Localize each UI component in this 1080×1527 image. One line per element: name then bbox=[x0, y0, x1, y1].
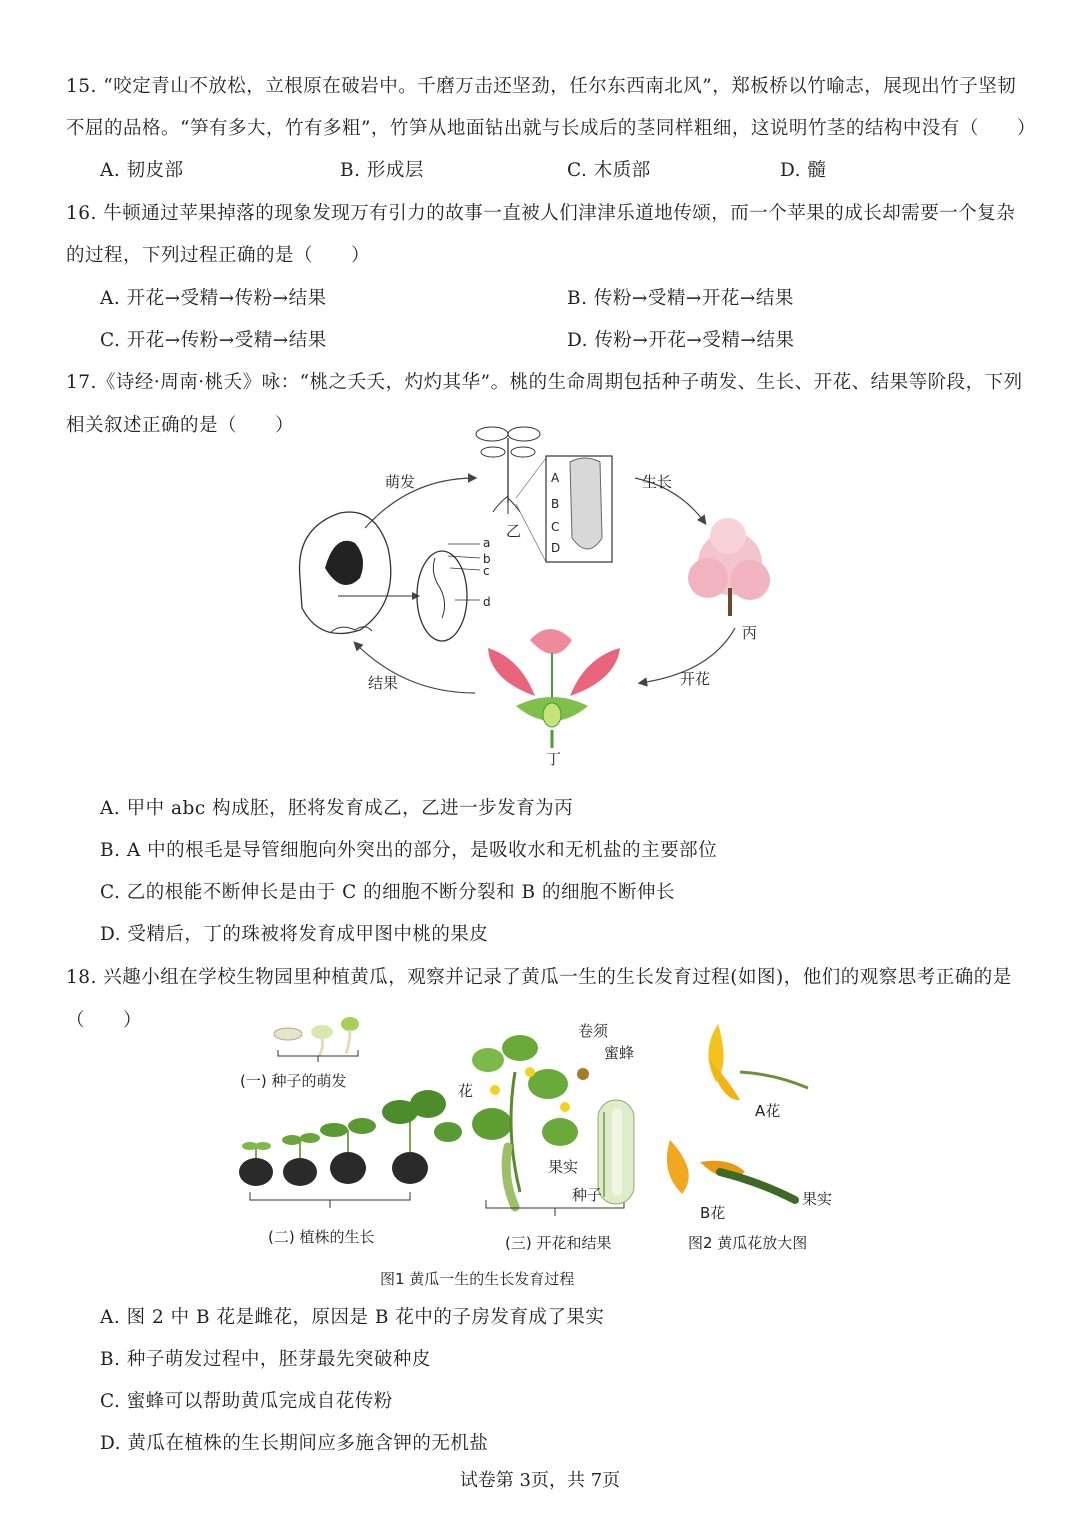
label-stage2: (二) 植株的生长 bbox=[268, 1228, 375, 1246]
label-bing: 丙 bbox=[742, 624, 758, 642]
q18-option-b: B. 种子萌发过程中，胚芽最先突破种皮 bbox=[100, 1349, 431, 1370]
label-tendril: 卷须 bbox=[578, 1022, 609, 1040]
q17-option-b: B. A 中的根毛是导管细胞向外突出的部分，是吸收水和无机盐的主要部位 bbox=[100, 840, 718, 861]
seed-drawing bbox=[417, 544, 480, 641]
q17-option-d: D. 受精后，丁的珠被将发育成甲图中桃的果皮 bbox=[100, 924, 489, 945]
label-fruit: 结果 bbox=[368, 674, 399, 692]
label-seed-c: c bbox=[483, 564, 490, 578]
label-zone-b: B bbox=[551, 497, 560, 511]
label-zone-d: D bbox=[551, 541, 561, 555]
q16-stem-line2: 的过程，下列过程正确的是（ ） bbox=[66, 245, 371, 266]
q18-option-d: D. 黄瓜在植株的生长期间应多施含钾的无机盐 bbox=[100, 1433, 489, 1454]
label-germinate: 萌发 bbox=[385, 473, 416, 491]
label-yi: 乙 bbox=[506, 522, 522, 540]
figure1-caption: 图1 黄瓜一生的生长发育过程 bbox=[380, 1270, 575, 1288]
label-zone-a: A bbox=[551, 471, 560, 485]
q15-option-c: C. 木质部 bbox=[567, 160, 651, 181]
page-footer: 试卷第 3页，共 7页 bbox=[459, 1470, 621, 1491]
peach-tree-drawing bbox=[688, 518, 770, 616]
q15-stem-line1: 15. “咬定青山不放松，立根原在破岩中。千磨万击还坚劲，任尔东西南北风”，郑板桥以竹喻志，展现出竹子坚韧 bbox=[66, 76, 1017, 97]
label-seed-d: d bbox=[483, 595, 491, 609]
label-ding: 丁 bbox=[546, 750, 562, 768]
seedling-drawing bbox=[476, 427, 540, 514]
label-zone-c: C bbox=[551, 520, 560, 534]
arrow-germinate bbox=[365, 478, 475, 528]
label-seed-a: a bbox=[483, 536, 491, 550]
label-flower-a: A花 bbox=[755, 1102, 781, 1120]
q17-option-a: A. 甲中 abc 构成胚，胚将发育成乙，乙进一步发育为丙 bbox=[100, 798, 574, 819]
label-grow: 生长 bbox=[642, 473, 673, 491]
cucumber-growth-figure bbox=[230, 1012, 840, 1262]
cucumber-section-drawing bbox=[598, 1100, 634, 1204]
label-fruit-vine: 果实 bbox=[548, 1158, 579, 1176]
q16-option-b: B. 传粉→受精→开花→结果 bbox=[567, 288, 794, 309]
q16-option-d: D. 传粉→开花→受精→结果 bbox=[567, 330, 795, 351]
label-bloom: 开花 bbox=[680, 670, 711, 688]
cucumber-flower-a-drawing bbox=[708, 1024, 808, 1100]
q15-option-d: D. 髓 bbox=[780, 160, 827, 181]
peach-life-cycle-figure bbox=[280, 418, 800, 770]
q17-stem-line2: 相关叙述正确的是（ ） bbox=[66, 415, 295, 436]
q17-option-c: C. 乙的根能不断伸长是由于 C 的细胞不断分裂和 B 的细胞不断伸长 bbox=[100, 882, 676, 903]
q18-stem-line2: （ ） bbox=[66, 1010, 143, 1031]
cucumber-flower-b-drawing bbox=[667, 1140, 795, 1200]
label-fruit-flower: 果实 bbox=[802, 1190, 833, 1208]
q16-stem-line1: 16. 牛顿通过苹果掉落的现象发现万有引力的故事一直被人们津津乐道地传颂，而一个苹果的成长却需要一个复杂 bbox=[66, 203, 1016, 224]
label-flower: 花 bbox=[458, 1082, 474, 1100]
q18-option-a: A. 图 2 中 B 花是雌花，原因是 B 花中的子房发育成了果实 bbox=[100, 1307, 605, 1328]
seedlings-drawing bbox=[239, 1090, 462, 1208]
q15-stem-line2: 不屈的品格。“笋有多大，竹有多粗”，竹笋从地面钻出就与长成后的茎同样粗细，这说明竹茎的结构中没有（ ） bbox=[66, 118, 1036, 139]
peach-flower-drawing bbox=[488, 629, 620, 748]
root-tip-box bbox=[516, 456, 612, 562]
q15-option-a: A. 韧皮部 bbox=[100, 160, 184, 181]
label-stage3: (三) 开花和结果 bbox=[505, 1234, 612, 1252]
q18-option-c: C. 蜜蜂可以帮助黄瓜完成自花传粉 bbox=[100, 1391, 393, 1412]
q16-option-c: C. 开花→传粉→受精→结果 bbox=[100, 330, 327, 351]
q16-option-a: A. 开花→受精→传粉→结果 bbox=[100, 288, 327, 309]
q17-stem-line1: 17.《诗经·周南·桃夭》咏：“桃之夭夭，灼灼其华”。桃的生命周期包括种子萌发、生长、开花、结果等阶段，下列 bbox=[66, 372, 1023, 393]
label-stage1: (一) 种子的萌发 bbox=[240, 1072, 347, 1090]
peach-fruit-drawing bbox=[300, 512, 419, 634]
figure2-caption: 图2 黄瓜花放大图 bbox=[688, 1234, 808, 1252]
label-seed: 种子 bbox=[572, 1186, 603, 1204]
q15-option-b: B. 形成层 bbox=[340, 160, 424, 181]
label-seed-b: b bbox=[483, 552, 491, 566]
q18-stem-line1: 18. 兴趣小组在学校生物园里种植黄瓜，观察并记录了黄瓜一生的生长发育过程(如图)，他们的观察思考正确的是 bbox=[66, 967, 1012, 988]
germination-drawing bbox=[274, 1017, 359, 1062]
label-bee: 蜜蜂 bbox=[604, 1044, 635, 1062]
label-flower-b: B花 bbox=[700, 1204, 726, 1222]
